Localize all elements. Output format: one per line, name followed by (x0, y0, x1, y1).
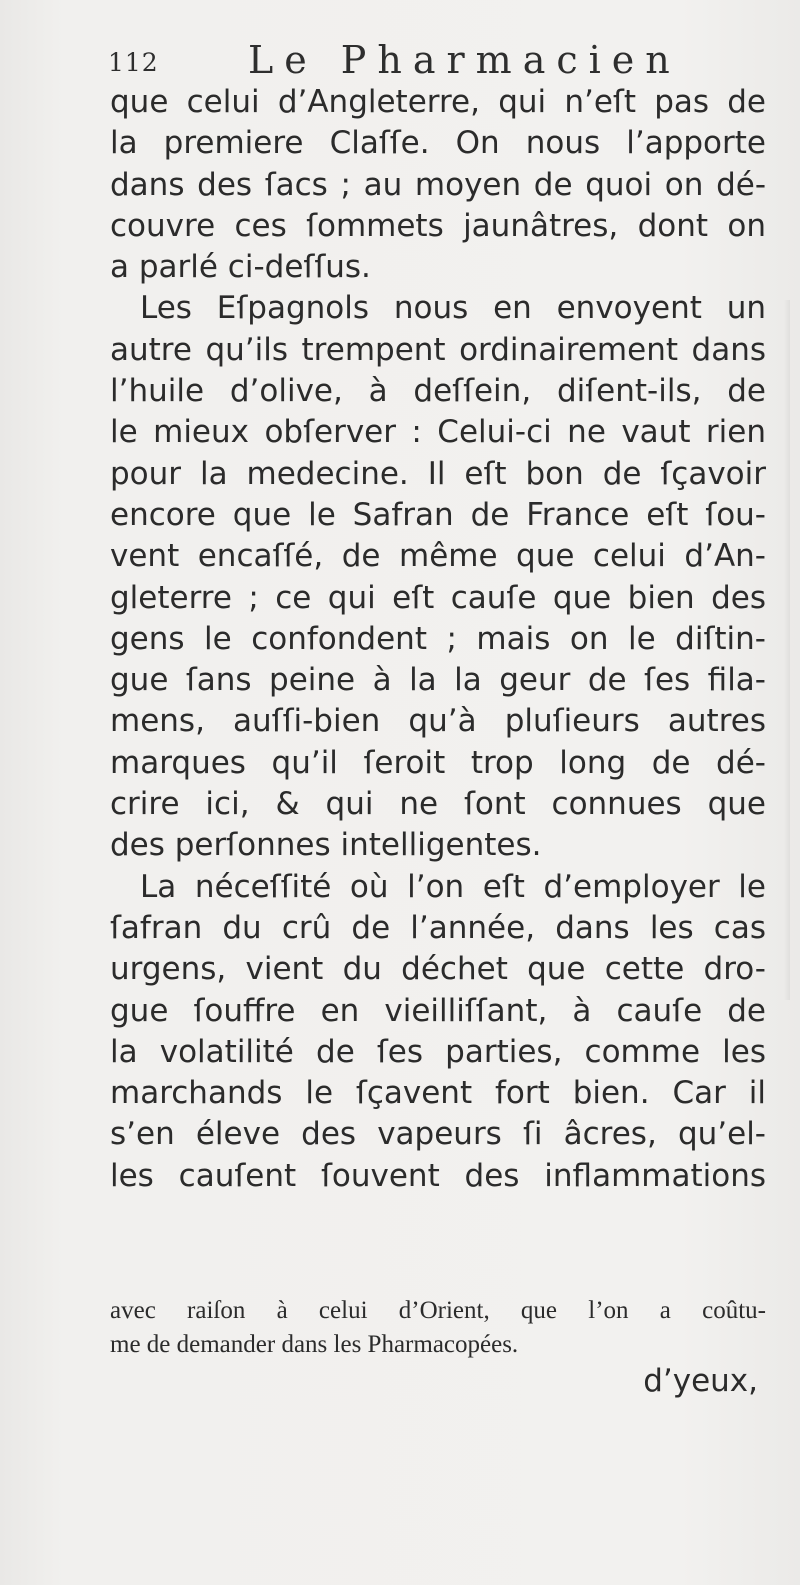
text-line: gue ſans peine à la la geur de ſes fila- (110, 662, 766, 699)
text-line: Les Eſpagnols nous en envoyent un (140, 290, 766, 327)
body-text (110, 82, 766, 1197)
text-line: les cauſent ſouvent des inflammations (110, 1157, 766, 1194)
text-line: couvre ces ſommets jaunâtres, dont on (110, 207, 766, 244)
text-line: l’huile d’olive, à deſſein, diſent-ils, de (110, 373, 766, 410)
text-line: urgens, vient du déchet que cette dro- (110, 951, 766, 988)
text-line: la premiere Claſſe. On nous l’apporte (110, 125, 766, 162)
text-line: dans des ſacs ; au moyen de quoi on dé- (110, 166, 766, 203)
text-line: ſafran du crû de l’année, dans les cas (110, 909, 766, 946)
text-line: s’en éleve des vapeurs ſi âcres, qu’el- (110, 1116, 766, 1153)
running-head: Le Pharmacien (248, 38, 681, 82)
text-line: marques qu’il ſeroit trop long de dé- (110, 744, 766, 781)
page-header (108, 38, 760, 84)
text-line: pour la medecine. Il eſt bon de ſçavoir (110, 455, 766, 492)
text-line: autre qu’ils trempent ordinairement dans (110, 331, 766, 368)
text-line: gue ſouffre en vieilliſſant, à cauſe de (110, 992, 766, 1029)
text-line: La néceſſité où l’on eſt d’employer le (140, 868, 766, 905)
text-line: des perſonnes intelligentes. (110, 827, 542, 864)
text-line: la volatilité de ſes parties, comme les (110, 1033, 766, 1070)
text-line: vent encaſſé, de même que celui d’An- (110, 538, 766, 575)
page-edge-shadow (784, 300, 790, 1000)
text-line: a parlé ci-deſſus. (110, 249, 371, 286)
text-line: le mieux obſerver : Celui-ci ne vaut rien (110, 414, 766, 451)
text-line: mens, auſſi-bien qu’à pluſieurs autres (110, 703, 766, 740)
footnote (110, 1294, 766, 1362)
footnote-line: avec raiſon à celui d’Orient, que l’on a coûtu- (110, 1297, 766, 1324)
text-line: gens le confondent ; mais on le diſtin- (110, 620, 766, 657)
footnote-line: me de demander dans les Pharmacopées. (110, 1331, 519, 1358)
text-line: encore que le Safran de France eſt ſou- (110, 496, 766, 533)
text-line: gleterre ; ce qui eſt cauſe que bien des (110, 579, 766, 616)
text-line: marchands le ſçavent fort bien. Car il (110, 1075, 766, 1112)
text-line: que celui d’Angleterre, qui n’eſt pas de (110, 84, 766, 120)
page-number: 112 (108, 48, 159, 77)
catchword: d’yeux, (643, 1363, 758, 1399)
text-line: crire ici, & qui ne ſont connues que (110, 786, 766, 823)
